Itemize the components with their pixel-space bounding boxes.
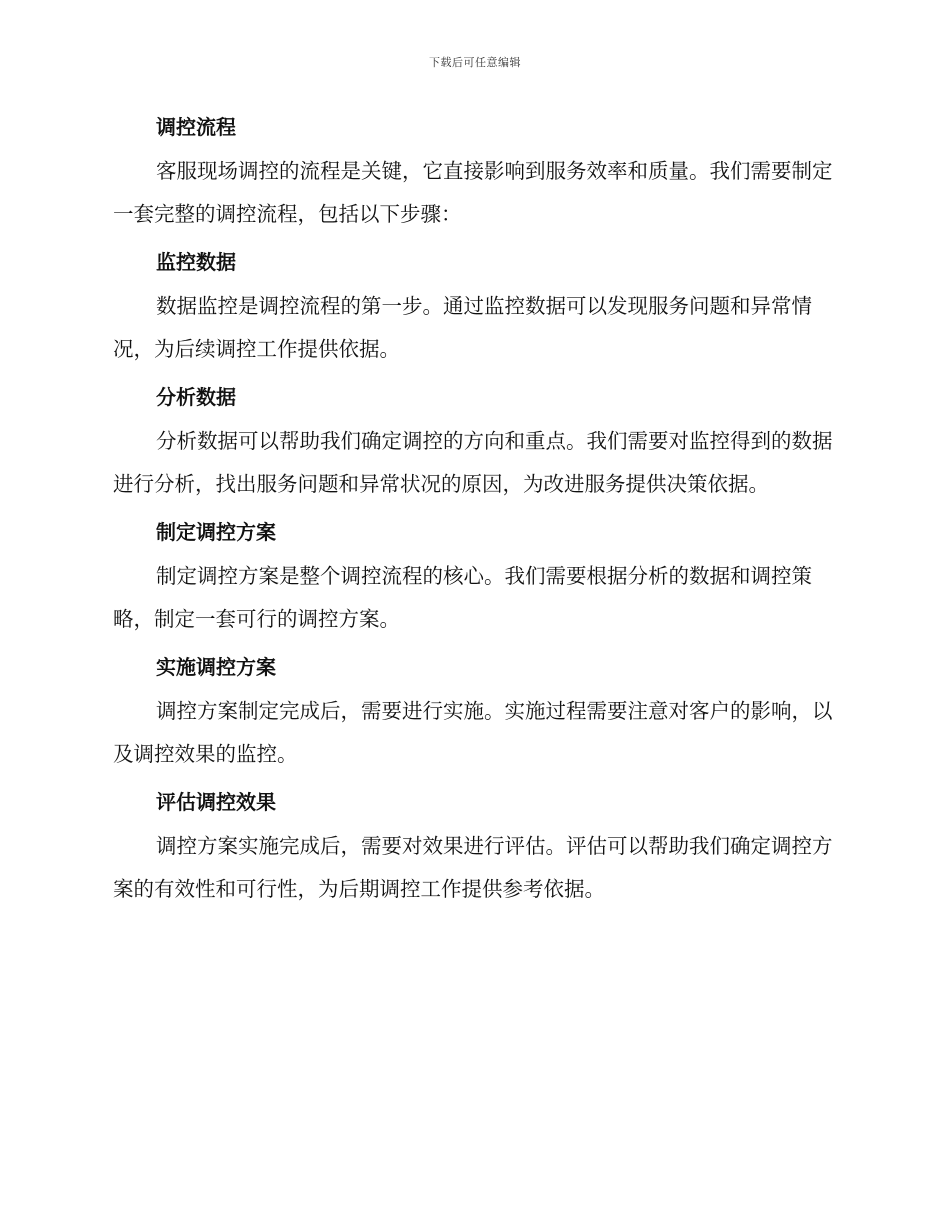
section-implement-plan	[113, 647, 835, 776]
section-evaluate-effect	[113, 782, 835, 911]
section-process	[113, 107, 835, 236]
section-paragraph: 调控方案实施完成后，需要对效果进行评估。评估可以帮助我们确定调控方案的有效性和可行性，为后期调控工作提供参考依据。	[113, 834, 833, 901]
section-title: 实施调控方案	[156, 655, 276, 679]
section-paragraph: 调控方案制定完成后，需要进行实施。实施过程需要注意对客户的影响，以及调控效果的监控。	[113, 699, 833, 766]
section-paragraph: 客服现场调控的流程是关键，它直接影响到服务效率和质量。我们需要制定一套完整的调控流程，包括以下步骤：	[113, 159, 833, 226]
section-paragraph: 分析数据可以帮助我们确定调控的方向和重点。我们需要对监控得到的数据进行分析，找出服务问题和异常状况的原因，为改进服务提供决策依据。	[113, 429, 833, 496]
section-monitor-data	[113, 242, 835, 371]
page-header: 下载后可任意编辑	[429, 56, 521, 69]
document-body	[113, 107, 835, 917]
section-title: 分析数据	[156, 385, 236, 409]
section-title: 监控数据	[156, 250, 236, 274]
section-make-plan	[113, 512, 835, 641]
section-title: 调控流程	[156, 115, 236, 139]
section-title: 评估调控效果	[156, 790, 276, 814]
section-paragraph: 数据监控是调控流程的第一步。通过监控数据可以发现服务问题和异常情况，为后续调控工作提供依据。	[113, 294, 812, 361]
section-analyze-data	[113, 377, 835, 506]
section-paragraph: 制定调控方案是整个调控流程的核心。我们需要根据分析的数据和调控策略，制定一套可行的调控方案。	[113, 564, 812, 631]
section-title: 制定调控方案	[156, 520, 276, 544]
